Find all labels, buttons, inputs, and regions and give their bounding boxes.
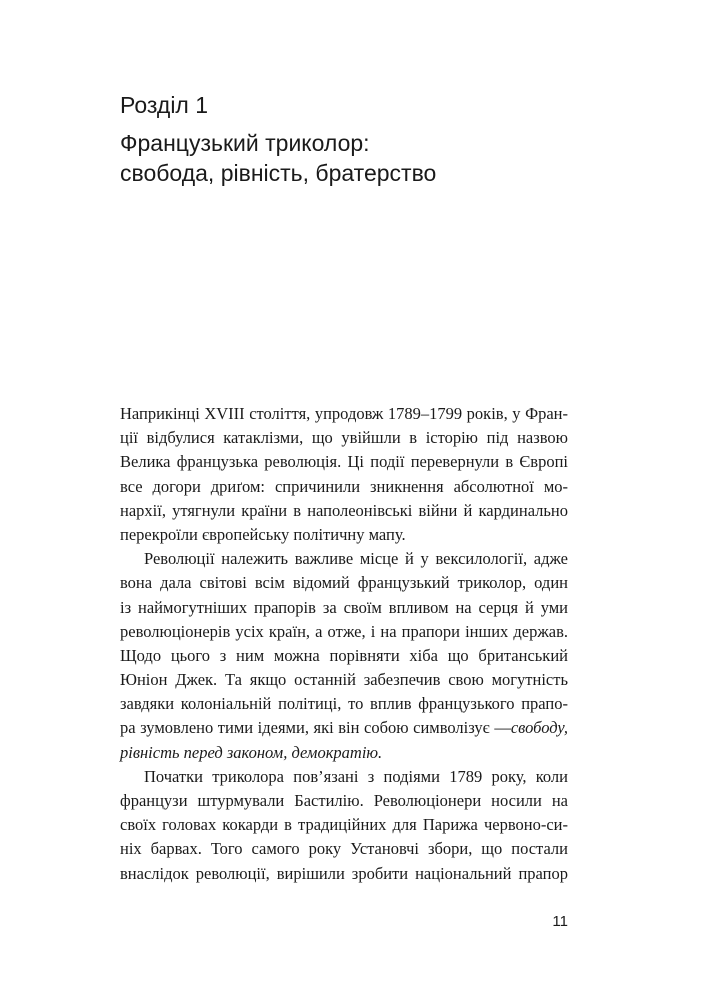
text-line: Юніон Джек. Та якщо останній забезпечив свою могутність [120,670,568,690]
italic-text: свободу, [510,718,568,738]
text-line: ніх барвах. Того самого року Установчі збори, що постали [120,839,568,859]
chapter-title-line: Французький триколор: [120,130,370,156]
text-line: перекроїли європейську політичну мапу. [120,524,406,544]
chapter-title [120,128,436,188]
text-line: все догори дриґом: спричинили зникнення абсолютної мо- [120,476,568,496]
text-line: французи штурмували Бастилію. Революціонери носили на [120,791,568,810]
page-number: 11 [552,913,568,930]
text-segment: ра зумовлено тими ідеями, які він собою символізує — [120,718,511,738]
body-text [120,402,568,886]
text-line: внаслідок революції, вирішили зробити національний прапор [120,863,568,883]
text-line: своїх головах кокарди в традиційних для Парижа червоно-си- [120,815,568,835]
italic-text: рівність перед законом, демократію. [120,742,383,762]
text-line: Наприкінці XVIII століття, упродовж 1789–1799 років, у Фран- [120,404,568,423]
chapter-title-line: свобода, рівність, братерство [120,160,437,186]
text-line: Початки триколора пов’язані з подіями 1789 року, коли [144,766,568,786]
text-line: Щодо цього з ним можна порівняти хіба що британський [120,645,568,665]
text-line: із наймогутніших прапорів за своїм впливом на серця й уми [120,597,568,617]
chapter-label: Розділ 1 [120,92,209,118]
text-line: ції відбулися катаклізми, що увійшли в історію під назвою [120,428,568,448]
text-line: Революції належить важливе місце й у вексилології, адже [144,549,568,569]
text-line: вона дала світові всім відомий французький триколор, один [120,573,568,593]
text-line: завдяки колоніальній політиці, то вплив французького прапо- [120,694,568,714]
paragraph-2 [120,547,568,765]
text-line: революціонерів усіх країн, а отже, і на прапори інших держав. [120,621,568,641]
text-line: Велика французька революція. Ці події перевернули в Європі [120,452,568,472]
paragraph-3 [120,765,568,886]
text-line: нархії, утягнули країни в наполеонівські війни й кардинально [120,500,568,520]
paragraph-1 [120,402,568,547]
text-line-mixed [120,716,568,740]
text-line [120,741,568,765]
